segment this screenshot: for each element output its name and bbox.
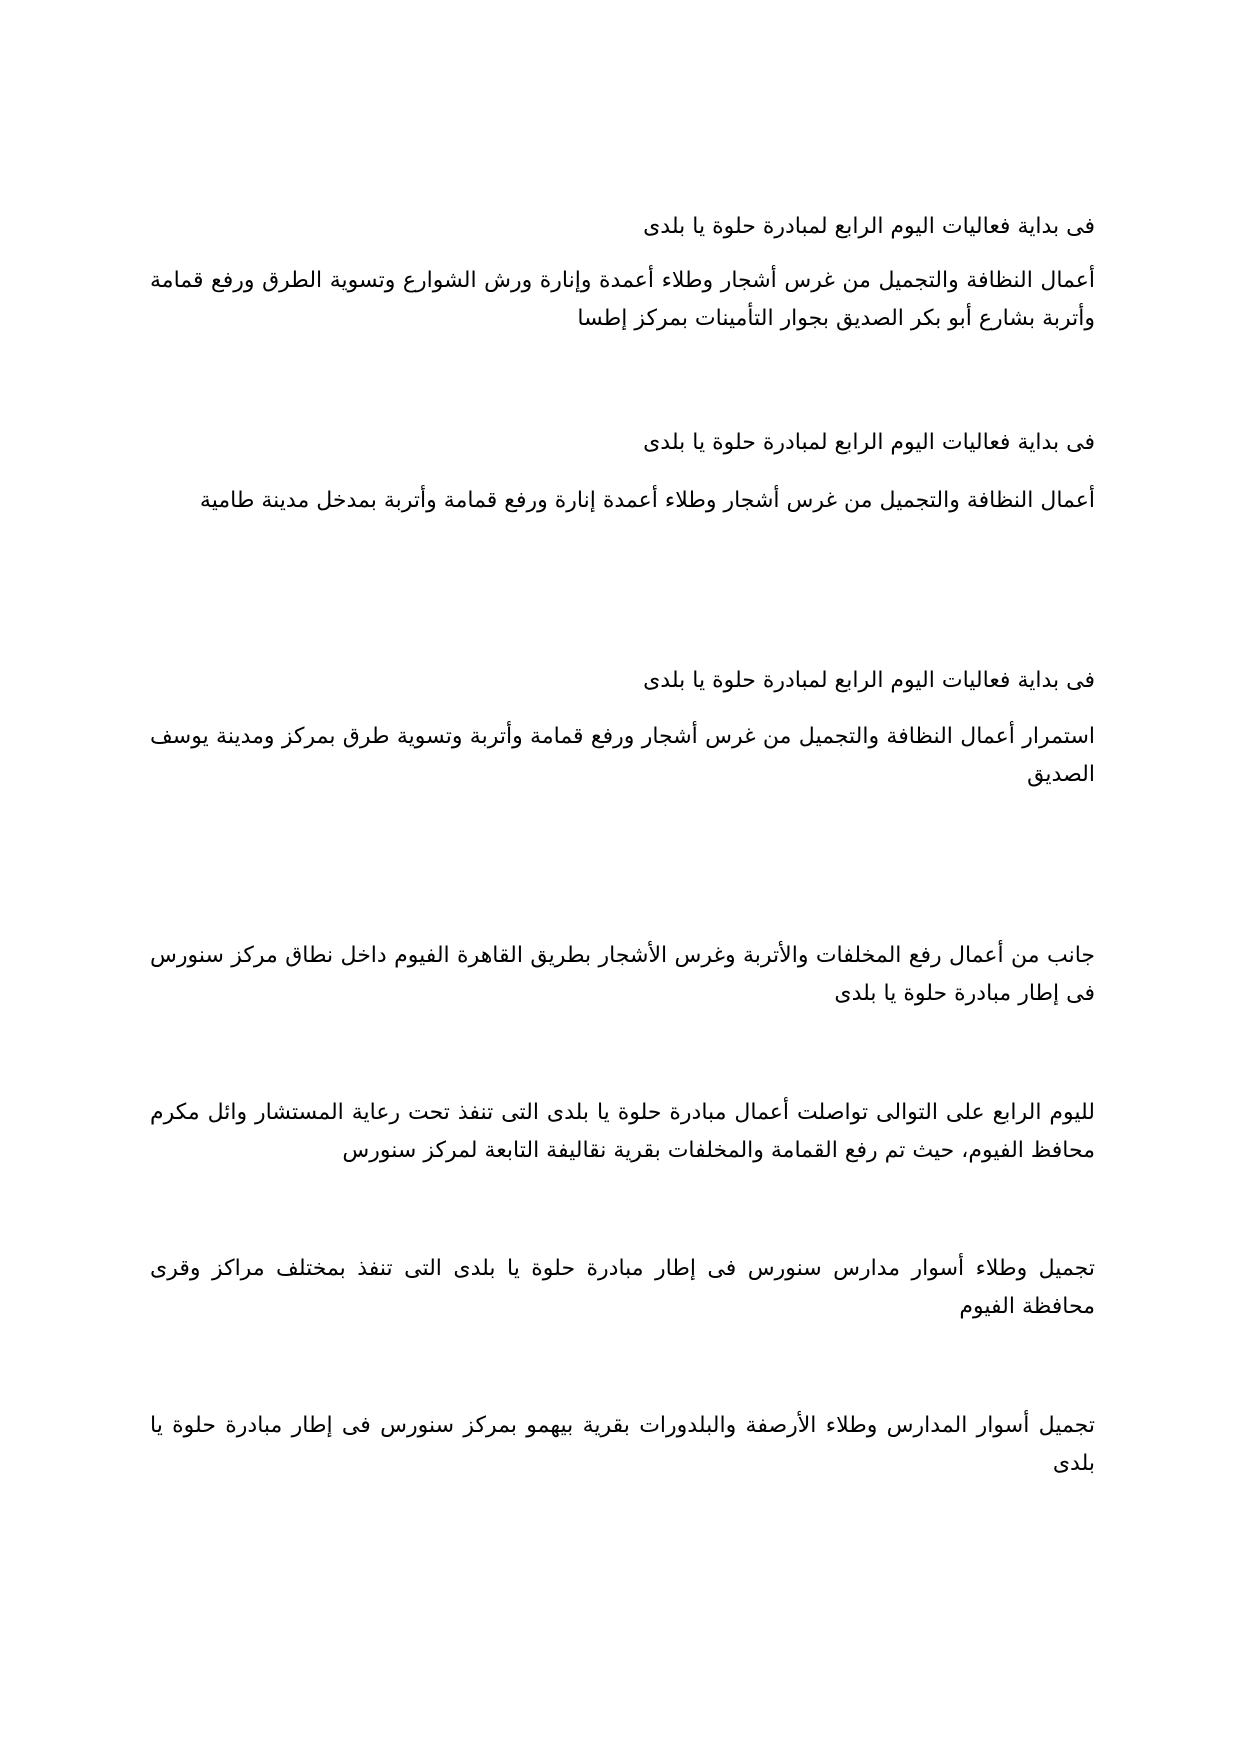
paragraph-day-four-intro-2: فى بداية فعاليات اليوم الرابع لمبادرة حلوة يا بلدى <box>643 430 1095 455</box>
paragraph-day-four-intro-3: فى بداية فعاليات اليوم الرابع لمبادرة حلوة يا بلدى <box>643 668 1095 693</box>
paragraph-cairo-fayoum-road-works: جانب من أعمال رفع المخلفات والأتربة وغرس الأشجار بطريق القاهرة الفيوم داخل نطاق مركز سنورس فى إطار مبادرة حلوة يا بلدى <box>150 943 1095 1006</box>
paragraph-naqalifa-village-works: لليوم الرابع على التوالى تواصلت أعمال مبادرة حلوة يا بلدى التى تنفذ تحت رعاية المستشار وائل مكرم محافظ الفيوم، حيث تم رفع القمامة والمخلفات بقرية نقاليفة التابعة لمركز سنورس <box>150 1100 1095 1163</box>
paragraph-day-four-intro-1: فى بداية فعاليات اليوم الرابع لمبادرة حلوة يا بلدى <box>643 214 1095 239</box>
paragraph-esna-works: أعمال النظافة والتجميل من غرس أشجار وطلاء أعمدة وإنارة ورش الشوارع وتسوية الطرق ورفع قمامة وأتربة بشارع أبو بكر الصديق بجوار التأمينات بمركز إطسا <box>150 268 1095 331</box>
paragraph-tamiya-works: أعمال النظافة والتجميل من غرس أشجار وطلاء أعمدة إنارة ورفع قمامة وأتربة بمدخل مدينة طامية <box>199 488 1095 513</box>
paragraph-sinnuris-schools-walls: تجميل وطلاء أسوار مدارس سنورس فى إطار مبادرة حلوة يا بلدى التى تنفذ بمختلف مراكز وقرى محافظة الفيوم <box>150 1256 1095 1319</box>
paragraph-bihmu-village-works: تجميل أسوار المدارس وطلاء الأرصفة والبلدورات بقرية بيهمو بمركز سنورس فى إطار مبادرة حلوة يا بلدى <box>150 1413 1095 1476</box>
paragraph-youssef-elseddik-works: استمرار أعمال النظافة والتجميل من غرس أشجار ورفع قمامة وأتربة وتسوية طرق بمركز ومدينة يوسف الصديق <box>150 724 1095 787</box>
